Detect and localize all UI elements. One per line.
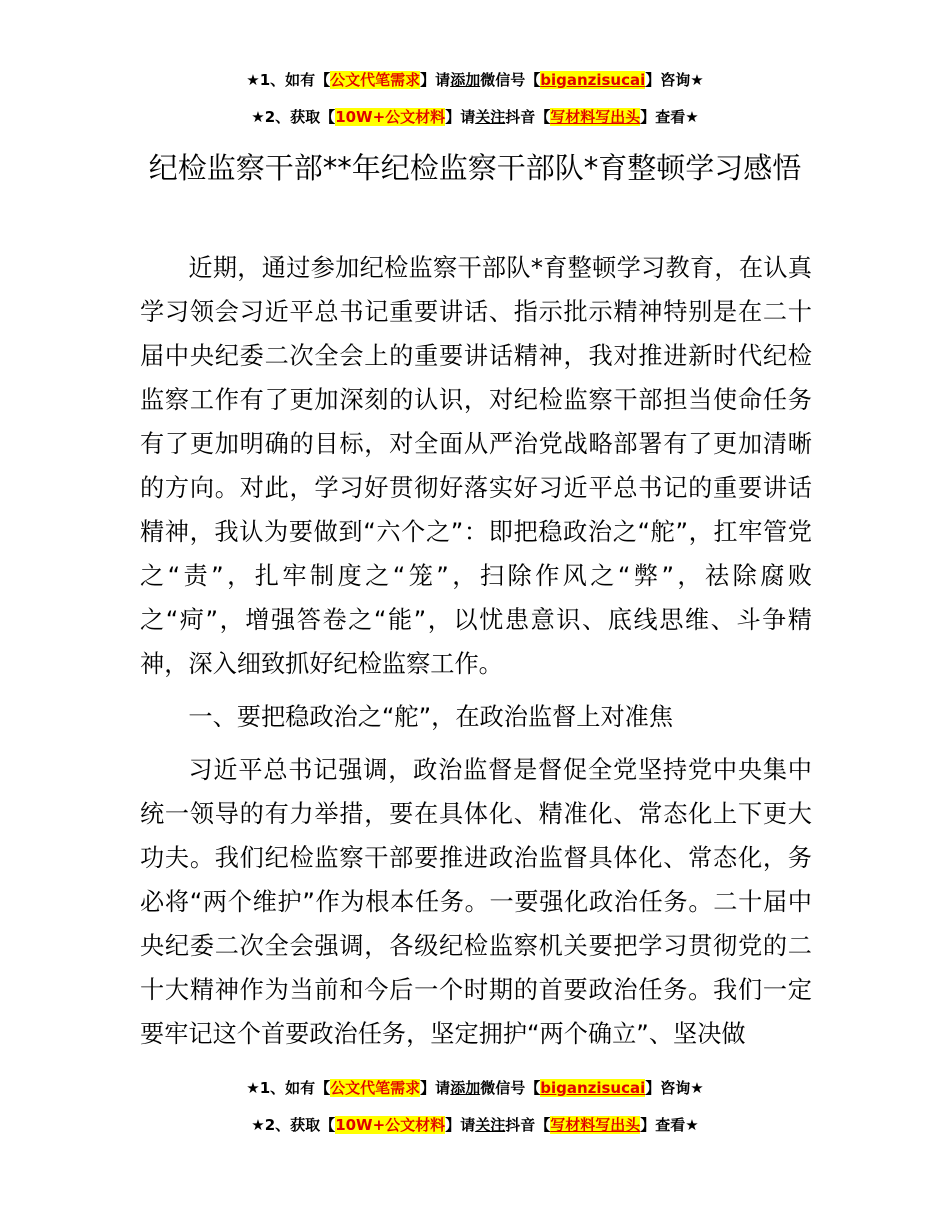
banner-text: 】查看★ [640, 108, 699, 126]
banner-text: 】咨询★ [645, 71, 704, 89]
top-banner-line-1 [0, 69, 950, 91]
section-heading: 一、要把稳政治之“舵”，在政治监督上对准焦 [188, 703, 674, 731]
wechat-id-highlight: biganzisucai [540, 1079, 646, 1097]
intro-paragraph: 近期，通过参加纪检监察干部队*育整顿学习教育，在认真学习领会习近平总书记重要讲话、指示批示精神特别是在二十届中央纪委二次全会上的重要讲话精神，我对推进新时代纪检监察工作有了更加深刻的认识，对纪检监察干部担当使命任务有了更加明确的目标，对全面从严治党战略部署有了更加清晰的方向。对此，学习好贯彻好落实好习近平总书记的重要讲话精神，我认为要做到“六个之”：即把稳政治之“舵”，扛牢管党之“责”，扎牢制度之“笼”，扫除作风之“弊”，祛除腐败之“疴”，增强答卷之“能”，以忧患意识、底线思维、斗争精神，深入细致抓好纪检监察工作。 [140, 254, 812, 678]
banner-text: 】请 [445, 108, 476, 126]
document-body [140, 246, 812, 1056]
banner-emphasis: 添加 [450, 71, 481, 89]
top-banner-line-2 [0, 106, 950, 128]
banner-text: ★2、获取【 [251, 108, 336, 126]
banner-text: 抖音【 [505, 108, 551, 126]
banner-text: ★1、如有【 [246, 1079, 331, 1097]
douyin-id-highlight: 写材料写出头 [550, 1116, 641, 1134]
banner-text: ★2、获取【 [251, 1116, 336, 1134]
highlight-service: 公文代笔需求 [330, 1079, 421, 1097]
banner-text: 微信号【 [480, 1079, 541, 1097]
highlight-materials: 10W+公文材料 [335, 108, 446, 126]
bottom-banner-line-1 [0, 1077, 950, 1099]
wechat-id-highlight: biganzisucai [540, 71, 646, 89]
banner-text: 】咨询★ [645, 1079, 704, 1097]
banner-emphasis: 关注 [475, 108, 506, 126]
douyin-id-highlight: 写材料写出头 [550, 108, 641, 126]
highlight-materials: 10W+公文材料 [335, 1116, 446, 1134]
banner-emphasis: 关注 [475, 1116, 506, 1134]
banner-text: ★1、如有【 [246, 71, 331, 89]
banner-text: 】查看★ [640, 1116, 699, 1134]
banner-emphasis: 添加 [450, 1079, 481, 1097]
section-paragraph: 习近平总书记强调，政治监督是督促全党坚持党中央集中统一领导的有力举措，要在具体化、精准化、常态化上下更大功夫。我们纪检监察干部要推进政治监督具体化、常态化，务必将“两个维护”作为根本任务。一要强化政治任务。二十届中央纪委二次全会强调，各级纪检监察机关要把学习贯彻党的二十大精神作为当前和今后一个时期的首要政治任务。我们一定要牢记这个首要政治任务，坚定拥护“两个确立”、坚决做 [140, 756, 812, 1048]
banner-text: 抖音【 [505, 1116, 551, 1134]
document-title: 纪检监察干部**年纪检监察干部队*育整顿学习感悟 [148, 151, 802, 185]
banner-text: 微信号【 [480, 71, 541, 89]
banner-text: 】请 [445, 1116, 476, 1134]
highlight-service: 公文代笔需求 [330, 71, 421, 89]
banner-text: 】请 [420, 71, 451, 89]
bottom-banner-line-2 [0, 1114, 950, 1136]
banner-text: 】请 [420, 1079, 451, 1097]
